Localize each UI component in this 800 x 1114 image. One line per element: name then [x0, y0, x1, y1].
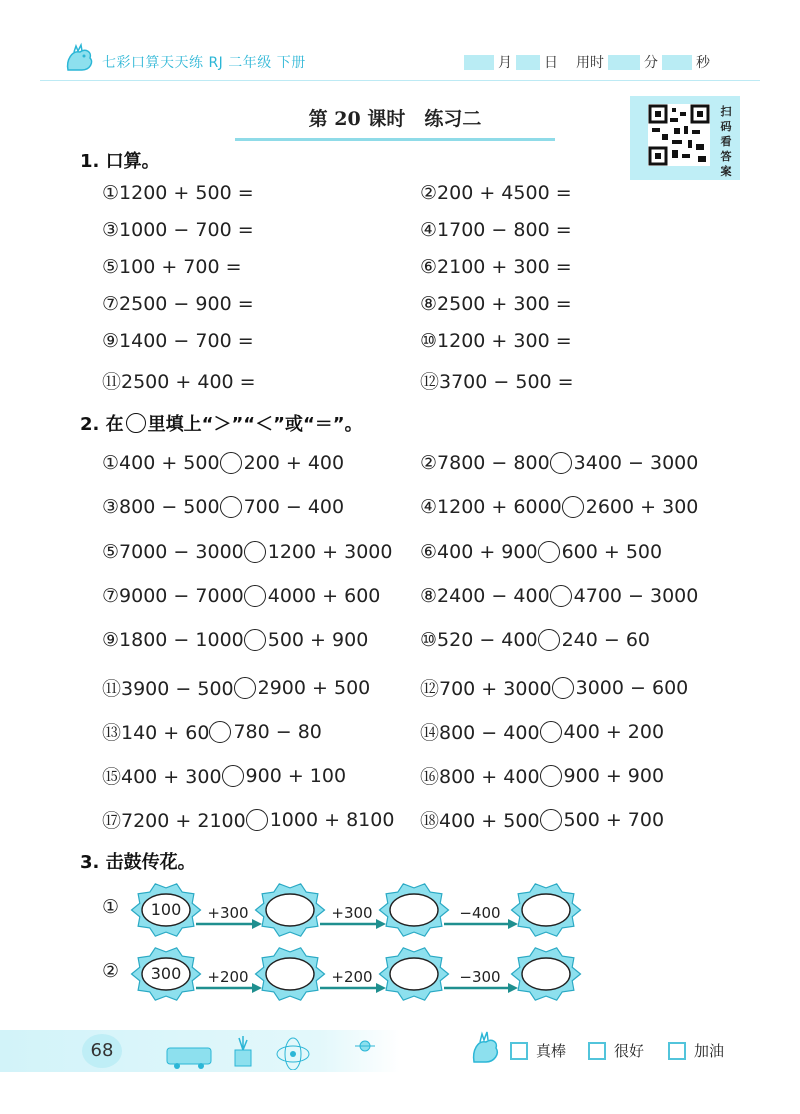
- minute-blank[interactable]: [608, 55, 640, 70]
- q1-item-2: ②200 + 4500 =: [420, 182, 572, 204]
- right-expression: 2600 + 300: [585, 496, 699, 518]
- left-expression: ④1200 + 6000: [420, 496, 562, 518]
- q2-item-5: [102, 541, 392, 563]
- footer-decoration-icon: [165, 1036, 395, 1070]
- q1-item-10: ⑩1200 + 300 =: [420, 330, 572, 352]
- operation-label: −400: [459, 904, 501, 922]
- time-used-label: 用时: [576, 55, 604, 71]
- right-expression: 600 + 500: [561, 541, 663, 563]
- operation-label: +300: [331, 904, 373, 922]
- qr-label: 扫 码 看 答 案: [720, 105, 732, 178]
- rating-excellent[interactable]: 真棒: [510, 1040, 566, 1061]
- answer-circle[interactable]: [220, 496, 242, 518]
- rooster-footer-icon: [468, 1028, 502, 1068]
- compare-circle-icon: [126, 413, 146, 433]
- right-expression: 200 + 400: [243, 452, 345, 474]
- q1-item-6: ⑥2100 + 300 =: [420, 256, 572, 278]
- q2-item-11: [102, 674, 370, 701]
- chain-label: ①: [102, 896, 120, 918]
- answer-circle[interactable]: [550, 585, 572, 607]
- right-expression: 780 − 80: [233, 720, 322, 743]
- q1-item-8: ⑧2500 + 300 =: [420, 293, 572, 315]
- left-expression: ⑤7000 − 3000: [102, 541, 244, 563]
- q1-item-1: ①1200 + 500 =: [102, 182, 254, 204]
- answer-circle[interactable]: [209, 721, 231, 743]
- month-blank[interactable]: [464, 55, 494, 70]
- rooster-logo-icon: [60, 40, 100, 80]
- start-value: 300: [150, 964, 182, 983]
- rating-checkbox[interactable]: [668, 1042, 686, 1060]
- answer-oval: [266, 958, 314, 990]
- q3-title: 3. 击鼓传花。: [80, 852, 196, 873]
- operation-label: +300: [207, 904, 249, 922]
- answer-circle[interactable]: [244, 541, 266, 563]
- right-expression: 900 + 100: [245, 764, 347, 787]
- book-title: 七彩口算天天练 RJ 二年级 下册: [102, 55, 306, 71]
- left-expression: ⑫700 + 3000: [420, 678, 552, 700]
- answer-circle[interactable]: [540, 765, 562, 787]
- right-expression: 4700 − 3000: [573, 585, 699, 607]
- q1-item-7: ⑦2500 − 900 =: [102, 293, 254, 315]
- q1-title: 1. 口算。: [80, 151, 160, 172]
- left-expression: ③800 − 500: [102, 496, 220, 518]
- arrow-head-icon: [508, 983, 518, 993]
- answer-oval: [390, 894, 438, 926]
- q2-item-1: [102, 452, 344, 474]
- right-expression: 240 − 60: [561, 629, 651, 651]
- q2-item-13: [102, 718, 322, 745]
- answer-circle[interactable]: [246, 809, 268, 831]
- qr-code-icon[interactable]: [648, 104, 710, 166]
- q2-item-2: [420, 452, 698, 474]
- page-number: 68: [82, 1034, 122, 1068]
- answer-oval: [390, 958, 438, 990]
- q1-item-12: ⑫3700 − 500 =: [420, 371, 574, 393]
- rating-good[interactable]: 很好: [588, 1040, 644, 1061]
- answer-circle[interactable]: [550, 452, 572, 474]
- q2-item-9: [102, 629, 368, 651]
- q1-item-3: ③1000 − 700 =: [102, 219, 254, 241]
- answer-circle[interactable]: [538, 629, 560, 651]
- q2-item-4: [420, 496, 698, 518]
- lesson-underline: [235, 138, 555, 141]
- q1-item-9: ⑨1400 − 700 =: [102, 330, 254, 352]
- left-expression: ⑧2400 − 400: [420, 585, 550, 607]
- rating-checkbox[interactable]: [588, 1042, 606, 1060]
- q1-item-11: ⑪2500 + 400 =: [102, 371, 256, 393]
- right-expression: 1200 + 3000: [267, 541, 393, 563]
- right-expression: 500 + 900: [267, 629, 369, 651]
- rating-checkbox[interactable]: [510, 1042, 528, 1060]
- right-expression: 400 + 200: [563, 720, 665, 743]
- answer-circle[interactable]: [540, 809, 562, 831]
- header-divider: [40, 80, 760, 81]
- q1-item-4: ④1700 − 800 =: [420, 219, 572, 241]
- q1-item-5: ⑤100 + 700 =: [102, 256, 242, 278]
- left-expression: ②7800 − 800: [420, 452, 550, 474]
- date-time-fields: [460, 52, 710, 72]
- q2-item-6: [420, 541, 662, 563]
- q2-item-10: [420, 629, 650, 651]
- right-expression: 3400 − 3000: [573, 452, 699, 474]
- left-expression: ⑰7200 + 2100: [102, 810, 246, 832]
- minute-label: 分: [644, 55, 658, 71]
- answer-circle[interactable]: [552, 677, 574, 699]
- second-blank[interactable]: [662, 55, 692, 70]
- rating-keep-going[interactable]: 加油: [668, 1040, 724, 1061]
- right-expression: 2900 + 500: [257, 676, 371, 699]
- right-expression: 4000 + 600: [267, 585, 381, 607]
- operation-label: +200: [207, 968, 249, 986]
- lesson-title: 第 20 课时 练习二: [308, 108, 482, 130]
- answer-circle[interactable]: [540, 721, 562, 743]
- answer-circle[interactable]: [244, 629, 266, 651]
- left-expression: ⑩520 − 400: [420, 629, 538, 651]
- left-expression: ⑬140 + 60: [102, 722, 210, 744]
- answer-oval: [266, 894, 314, 926]
- left-expression: ⑱400 + 500: [420, 810, 540, 832]
- left-expression: ⑨1800 − 1000: [102, 629, 244, 651]
- left-expression: ⑭800 − 400: [420, 722, 540, 744]
- answer-circle[interactable]: [538, 541, 560, 563]
- answer-circle[interactable]: [220, 452, 242, 474]
- q2-item-15: [102, 762, 346, 789]
- q2-item-16: [420, 762, 664, 789]
- left-expression: ⑪3900 − 500: [102, 678, 234, 700]
- left-expression: ⑦9000 − 7000: [102, 585, 244, 607]
- q2-item-12: [420, 674, 688, 701]
- month-label: 月: [498, 55, 512, 71]
- second-label: 秒: [696, 55, 710, 71]
- right-expression: 700 − 400: [243, 496, 345, 518]
- operation-label: −300: [459, 968, 501, 986]
- answer-oval: [522, 894, 570, 926]
- q2-item-17: [102, 806, 394, 833]
- right-expression: 500 + 700: [563, 808, 665, 831]
- left-expression: ①400 + 500: [102, 452, 220, 474]
- answer-circle[interactable]: [562, 496, 584, 518]
- answer-circle[interactable]: [222, 765, 244, 787]
- answer-circle[interactable]: [244, 585, 266, 607]
- right-expression: 1000 + 8100: [269, 808, 395, 831]
- right-expression: 900 + 900: [563, 764, 665, 787]
- q2-item-7: [102, 585, 380, 607]
- answer-circle[interactable]: [234, 677, 256, 699]
- q2-item-8: [420, 585, 698, 607]
- q2-title: 2. 在 里填上“＞”“＜”或“＝”。: [80, 414, 363, 435]
- operation-label: +200: [331, 968, 373, 986]
- q2-item-18: [420, 806, 664, 833]
- left-expression: ⑥400 + 900: [420, 541, 538, 563]
- answer-oval: [522, 958, 570, 990]
- arrow-head-icon: [508, 919, 518, 929]
- q2-item-3: [102, 496, 344, 518]
- left-expression: ⑮400 + 300: [102, 766, 222, 788]
- day-label: 日: [544, 55, 558, 71]
- chain-label: ②: [102, 960, 120, 982]
- left-expression: ⑯800 + 400: [420, 766, 540, 788]
- q2-item-14: [420, 718, 664, 745]
- day-blank[interactable]: [516, 55, 540, 70]
- right-expression: 3000 − 600: [575, 676, 689, 699]
- start-value: 100: [150, 900, 182, 919]
